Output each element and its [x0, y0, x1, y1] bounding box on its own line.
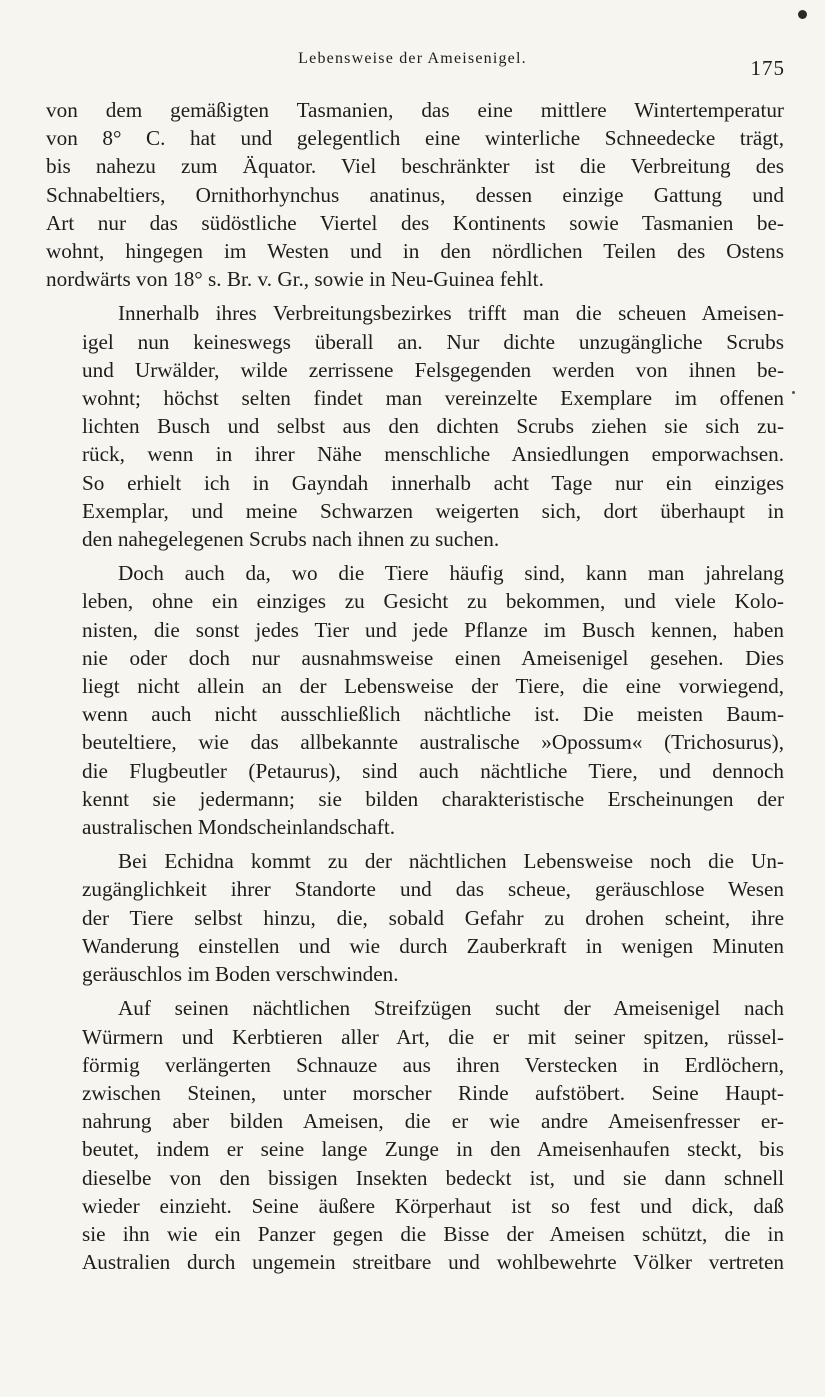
text-line: Art nur das südöstliche Viertel des Kontinents sowie Tasmanien be- [46, 210, 784, 235]
text-line: beuteltiere, wie das allbekannte australische »Opossum« (Trichosurus), [82, 730, 784, 755]
text-line: Innerhalb ihres Verbreitungsbezirkes trifft man die scheuen Ameisen- [118, 301, 784, 326]
page-header [0, 50, 825, 80]
text-line: der Tiere selbst hinzu, die, sobald Gefahr zu drohen scheint, ihre [82, 905, 784, 930]
paragraph-1 [46, 96, 784, 293]
text-line: Würmern und Kerbtieren aller Art, die er mit seiner spitzen, rüssel- [82, 1024, 784, 1049]
text-line: wieder einzieht. Seine äußere Körperhaut ist so fest und dick, daß [82, 1193, 784, 1218]
text-line: zwischen Steinen, unter morscher Rinde aufstöbert. Seine Haupt- [82, 1080, 784, 1105]
text-line: So erhielt ich in Gayndah innerhalb acht Tage nur ein einziges [82, 470, 784, 495]
running-head: Lebensweise der Ameisenigel. [298, 50, 527, 67]
text-line: kennt sie jedermann; sie bilden charakteristische Erscheinungen der [82, 786, 784, 811]
text-line: von 8° C. hat und gelegentlich eine winterliche Schneedecke trägt, [46, 126, 784, 151]
text-line: und Urwälder, wilde zerrissene Felsgegenden werden von ihnen be- [82, 357, 784, 382]
text-line: leben, ohne ein einziges zu Gesicht zu bekommen, und viele Kolo- [82, 589, 784, 614]
text-line: dieselbe von den bissigen Insekten bedeckt ist, und sie dann schnell [82, 1165, 784, 1190]
text-line: australischen Mondscheinlandschaft. [82, 815, 396, 840]
ink-spot [798, 10, 807, 19]
text-line: geräuschlos im Boden verschwinden. [82, 962, 399, 987]
text-line: bis nahezu zum Äquator. Viel beschränkter ist die Verbreitung des [46, 154, 784, 179]
page-number: 175 [750, 56, 785, 80]
text-line: lichten Busch und selbst aus den dichten Scrubs ziehen sie sich zu- [82, 414, 784, 439]
text-line: wenn auch nicht ausschließlich nächtliche ist. Die meisten Baum- [82, 702, 784, 727]
paragraph-4 [46, 847, 784, 988]
text-line: beutet, indem er seine lange Zunge in den Ameisenhaufen steckt, bis [82, 1137, 784, 1162]
text-line: igel nun keineswegs überall an. Nur dichte unzugängliche Scrubs [82, 329, 784, 354]
text-line: sie ihn wie ein Panzer gegen die Bisse der Ameisen schützt, die in [82, 1221, 784, 1246]
paragraph-2 [46, 299, 784, 553]
text-line: zugänglichkeit ihrer Standorte und das scheue, geräuschlose Wesen [82, 877, 784, 902]
text-line: förmig verlängerten Schnauze aus ihren Verstecken in Erdlöchern, [82, 1052, 784, 1077]
text-line: von dem gemäßigten Tasmanien, das eine mittlere Wintertemperatur [46, 98, 784, 122]
text-line: nie oder doch nur ausnahmsweise einen Ameisenigel gesehen. Dies [82, 645, 784, 670]
text-line: wohnt, hingegen im Westen und in den nördlichen Teilen des Ostens [46, 239, 784, 264]
text-line: Australien durch ungemein streitbare und wohlbewehrte Völker vertreten [82, 1250, 784, 1275]
text-line: Exemplar, und meine Schwarzen weigerten sich, dort überhaupt in [82, 498, 784, 523]
text-line: Bei Echidna kommt zu der nächtlichen Lebensweise noch die Un- [118, 849, 784, 874]
text-line: die Flugbeutler (Petaurus), sind auch nächtliche Tiere, und dennoch [82, 758, 784, 783]
text-line: Schnabeltiers, Ornithorhynchus anatinus, dessen einzige Gattung und [46, 182, 784, 207]
text-line: nisten, die sonst jedes Tier und jede Pflanze im Busch kennen, haben [82, 617, 784, 642]
ink-speck [792, 391, 795, 394]
paragraph-3 [46, 559, 784, 841]
text-line: Doch auch da, wo die Tiere häufig sind, kann man jahrelang [118, 561, 784, 586]
text-line: nahrung aber bilden Ameisen, die er wie andre Ameisenfresser er- [82, 1109, 784, 1134]
paragraph-5 [46, 994, 784, 1276]
text-line: den nahegelegenen Scrubs nach ihnen zu suchen. [82, 527, 500, 552]
body-text [46, 96, 784, 1276]
text-line: Wanderung einstellen und wie durch Zauberkraft in wenigen Minuten [82, 933, 784, 958]
text-line: nordwärts von 18° s. Br. v. Gr., sowie in Neu-Guinea fehlt. [46, 267, 544, 292]
text-line: wohnt; höchst selten findet man vereinzelte Exemplare im offenen [82, 386, 784, 411]
text-line: liegt nicht allein an der Lebensweise der Tiere, die eine vorwiegend, [82, 674, 784, 699]
text-line: rück, wenn in ihrer Nähe menschliche Ansiedlungen emporwachsen. [82, 442, 784, 467]
text-line: Auf seinen nächtlichen Streifzügen sucht der Ameisenigel nach [118, 996, 784, 1021]
